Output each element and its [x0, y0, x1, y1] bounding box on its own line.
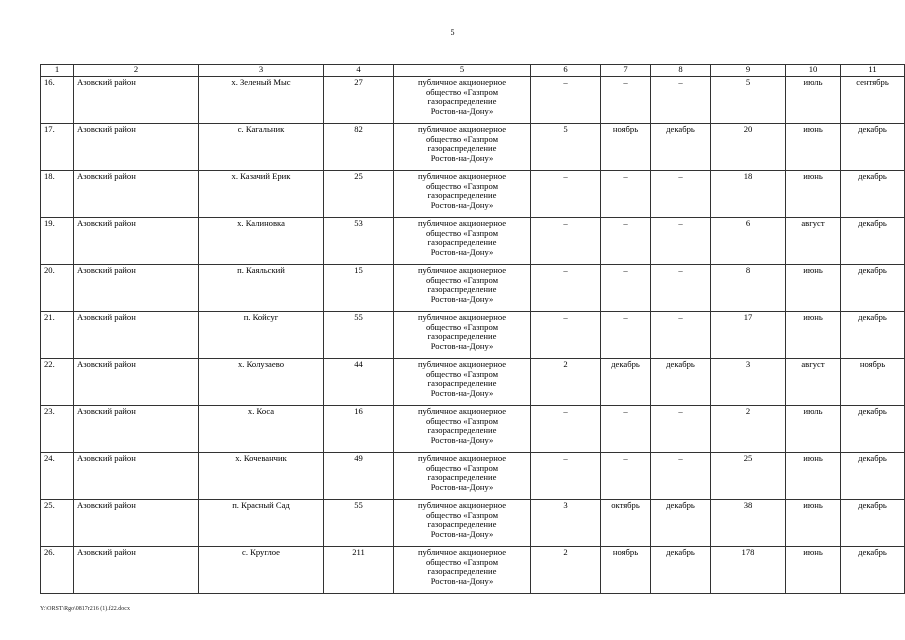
col11-cell: ноябрь — [841, 359, 905, 406]
col8-cell: – — [651, 406, 711, 453]
district-cell: Азовский район — [74, 406, 199, 453]
organization-line: публичное акционерное — [417, 265, 507, 275]
organization-line: публичное акционерное — [417, 500, 507, 510]
col11-cell: декабрь — [841, 547, 905, 594]
settlement-cell: х. Кочеванчик — [199, 453, 324, 500]
settlement-cell: х. Калиновка — [199, 218, 324, 265]
table-row — [41, 312, 905, 359]
organization-line: Ростов-на-Дону» — [430, 199, 494, 210]
row-number: 20. — [41, 265, 74, 312]
count-cell: 15 — [324, 265, 394, 312]
col11-cell: декабрь — [841, 124, 905, 171]
col10-cell: июнь — [786, 453, 841, 500]
col6-cell: – — [531, 453, 601, 500]
settlement-cell: х. Казачий Ерик — [199, 171, 324, 218]
row-number: 17. — [41, 124, 74, 171]
column-number-5: 5 — [394, 65, 531, 77]
table-row — [41, 453, 905, 500]
organization-line: Ростов-на-Дону» — [430, 387, 494, 398]
settlement-cell: п. Койсуг — [199, 312, 324, 359]
col7-cell: декабрь — [601, 359, 651, 406]
column-number-3: 3 — [199, 65, 324, 77]
col9-cell: 38 — [711, 500, 786, 547]
settlement-cell: х. Колузаево — [199, 359, 324, 406]
organization-line: общество «Газпром — [425, 509, 499, 520]
col9-cell: 25 — [711, 453, 786, 500]
col11-cell: сентябрь — [841, 77, 905, 124]
col6-cell: – — [531, 406, 601, 453]
row-number: 23. — [41, 406, 74, 453]
organization-line: Ростов-на-Дону» — [430, 105, 494, 116]
organization-line: газораспределение — [427, 425, 497, 436]
column-number-7: 7 — [601, 65, 651, 77]
organization-line: публичное акционерное — [417, 124, 507, 134]
col10-cell: август — [786, 218, 841, 265]
organization-line: Ростов-на-Дону» — [430, 246, 494, 257]
column-number-6: 6 — [531, 65, 601, 77]
organization-line: публичное акционерное — [417, 218, 507, 228]
col7-cell: – — [601, 265, 651, 312]
organization-line: публичное акционерное — [417, 359, 507, 369]
organization-line: общество «Газпром — [425, 274, 499, 285]
row-number: 25. — [41, 500, 74, 547]
col8-cell: – — [651, 312, 711, 359]
col8-cell: – — [651, 265, 711, 312]
col9-cell: 20 — [711, 124, 786, 171]
organization-line: газораспределение — [427, 143, 497, 154]
col11-cell: декабрь — [841, 453, 905, 500]
organization-cell — [394, 500, 531, 547]
district-cell: Азовский район — [74, 500, 199, 547]
table-row — [41, 359, 905, 406]
count-cell: 82 — [324, 124, 394, 171]
count-cell: 55 — [324, 312, 394, 359]
col7-cell: ноябрь — [601, 547, 651, 594]
col6-cell: 5 — [531, 124, 601, 171]
settlement-cell: х. Коса — [199, 406, 324, 453]
district-cell: Азовский район — [74, 265, 199, 312]
column-number-2: 2 — [74, 65, 199, 77]
organization-line: газораспределение — [427, 519, 497, 530]
organization-line: общество «Газпром — [425, 462, 499, 473]
row-number: 22. — [41, 359, 74, 406]
schedule-table — [40, 64, 905, 594]
district-cell: Азовский район — [74, 124, 199, 171]
organization-line: газораспределение — [427, 96, 497, 107]
district-cell: Азовский район — [74, 171, 199, 218]
col7-cell: – — [601, 406, 651, 453]
col6-cell: – — [531, 312, 601, 359]
count-cell: 53 — [324, 218, 394, 265]
col9-cell: 5 — [711, 77, 786, 124]
organization-line: газораспределение — [427, 237, 497, 248]
col8-cell: – — [651, 218, 711, 265]
organization-cell — [394, 218, 531, 265]
col7-cell: октябрь — [601, 500, 651, 547]
organization-cell — [394, 547, 531, 594]
row-number: 16. — [41, 77, 74, 124]
organization-line: Ростов-на-Дону» — [430, 575, 494, 586]
settlement-cell: п. Красный Сад — [199, 500, 324, 547]
col7-cell: ноябрь — [601, 124, 651, 171]
col11-cell: декабрь — [841, 406, 905, 453]
col11-cell: декабрь — [841, 312, 905, 359]
count-cell: 211 — [324, 547, 394, 594]
col10-cell: июнь — [786, 312, 841, 359]
count-cell: 16 — [324, 406, 394, 453]
file-path-footer: Y:\ORST\Rgo\0817r216 (1).f22.docx — [40, 606, 130, 612]
count-cell: 44 — [324, 359, 394, 406]
organization-line: Ростов-на-Дону» — [430, 152, 494, 163]
district-cell: Азовский район — [74, 77, 199, 124]
district-cell: Азовский район — [74, 218, 199, 265]
column-number-row — [41, 65, 905, 77]
organization-line: общество «Газпром — [425, 415, 499, 426]
organization-line: публичное акционерное — [417, 171, 507, 181]
organization-line: общество «Газпром — [425, 321, 499, 332]
organization-line: Ростов-на-Дону» — [430, 481, 494, 492]
settlement-cell: п. Каяльский — [199, 265, 324, 312]
organization-line: Ростов-на-Дону» — [430, 434, 494, 445]
col8-cell: – — [651, 77, 711, 124]
col8-cell: – — [651, 453, 711, 500]
col9-cell: 18 — [711, 171, 786, 218]
count-cell: 55 — [324, 500, 394, 547]
table-row — [41, 124, 905, 171]
organization-line: газораспределение — [427, 331, 497, 342]
count-cell: 49 — [324, 453, 394, 500]
table-row — [41, 265, 905, 312]
organization-line: общество «Газпром — [425, 368, 499, 379]
settlement-cell: х. Зеленый Мыс — [199, 77, 324, 124]
column-number-9: 9 — [711, 65, 786, 77]
organization-line: Ростов-на-Дону» — [430, 528, 494, 539]
district-cell: Азовский район — [74, 359, 199, 406]
col9-cell: 17 — [711, 312, 786, 359]
page-number: 5 — [450, 28, 455, 37]
col10-cell: июль — [786, 77, 841, 124]
col9-cell: 2 — [711, 406, 786, 453]
organization-cell — [394, 265, 531, 312]
organization-line: газораспределение — [427, 378, 497, 389]
organization-line: публичное акционерное — [417, 77, 507, 87]
column-number-10: 10 — [786, 65, 841, 77]
table-row — [41, 500, 905, 547]
col7-cell: – — [601, 453, 651, 500]
col8-cell: декабрь — [651, 500, 711, 547]
organization-cell — [394, 171, 531, 218]
organization-line: публичное акционерное — [417, 312, 507, 322]
col11-cell: декабрь — [841, 171, 905, 218]
organization-line: публичное акционерное — [417, 547, 507, 557]
col10-cell: июнь — [786, 500, 841, 547]
col10-cell: июнь — [786, 124, 841, 171]
count-cell: 25 — [324, 171, 394, 218]
organization-cell — [394, 453, 531, 500]
col10-cell: июнь — [786, 171, 841, 218]
column-number-11: 11 — [841, 65, 905, 77]
organization-line: газораспределение — [427, 566, 497, 577]
organization-line: публичное акционерное — [417, 406, 507, 416]
col8-cell: декабрь — [651, 359, 711, 406]
organization-line: Ростов-на-Дону» — [430, 340, 494, 351]
organization-cell — [394, 312, 531, 359]
col10-cell: июнь — [786, 547, 841, 594]
col8-cell: декабрь — [651, 547, 711, 594]
district-cell: Азовский район — [74, 312, 199, 359]
col7-cell: – — [601, 77, 651, 124]
table-row — [41, 406, 905, 453]
table-row — [41, 547, 905, 594]
col9-cell: 178 — [711, 547, 786, 594]
table-row — [41, 77, 905, 124]
organization-cell — [394, 406, 531, 453]
settlement-cell: с. Кагальник — [199, 124, 324, 171]
row-number: 19. — [41, 218, 74, 265]
row-number: 18. — [41, 171, 74, 218]
settlement-cell: с. Круглое — [199, 547, 324, 594]
column-number-8: 8 — [651, 65, 711, 77]
table-body — [41, 77, 905, 594]
col10-cell: июнь — [786, 265, 841, 312]
organization-cell — [394, 124, 531, 171]
col7-cell: – — [601, 171, 651, 218]
organization-line: общество «Газпром — [425, 180, 499, 191]
organization-line: публичное акционерное — [417, 453, 507, 463]
col6-cell: – — [531, 218, 601, 265]
organization-line: общество «Газпром — [425, 86, 499, 97]
col7-cell: – — [601, 218, 651, 265]
organization-line: общество «Газпром — [425, 227, 499, 238]
row-number: 21. — [41, 312, 74, 359]
col6-cell: 2 — [531, 359, 601, 406]
col10-cell: июль — [786, 406, 841, 453]
column-number-1: 1 — [41, 65, 74, 77]
col6-cell: 2 — [531, 547, 601, 594]
col10-cell: август — [786, 359, 841, 406]
col6-cell: – — [531, 171, 601, 218]
col7-cell: – — [601, 312, 651, 359]
col6-cell: – — [531, 265, 601, 312]
col9-cell: 8 — [711, 265, 786, 312]
table-row — [41, 171, 905, 218]
organization-cell — [394, 359, 531, 406]
col8-cell: – — [651, 171, 711, 218]
table-row — [41, 218, 905, 265]
district-cell: Азовский район — [74, 453, 199, 500]
col11-cell: декабрь — [841, 265, 905, 312]
col8-cell: декабрь — [651, 124, 711, 171]
organization-line: газораспределение — [427, 472, 497, 483]
organization-line: газораспределение — [427, 284, 497, 295]
col9-cell: 3 — [711, 359, 786, 406]
column-number-4: 4 — [324, 65, 394, 77]
organization-cell — [394, 77, 531, 124]
row-number: 24. — [41, 453, 74, 500]
col9-cell: 6 — [711, 218, 786, 265]
organization-line: общество «Газпром — [425, 133, 499, 144]
district-cell: Азовский район — [74, 547, 199, 594]
row-number: 26. — [41, 547, 74, 594]
count-cell: 27 — [324, 77, 394, 124]
organization-line: общество «Газпром — [425, 556, 499, 567]
organization-line: Ростов-на-Дону» — [430, 293, 494, 304]
col6-cell: – — [531, 77, 601, 124]
col11-cell: декабрь — [841, 500, 905, 547]
col6-cell: 3 — [531, 500, 601, 547]
organization-line: газораспределение — [427, 190, 497, 201]
col11-cell: декабрь — [841, 218, 905, 265]
